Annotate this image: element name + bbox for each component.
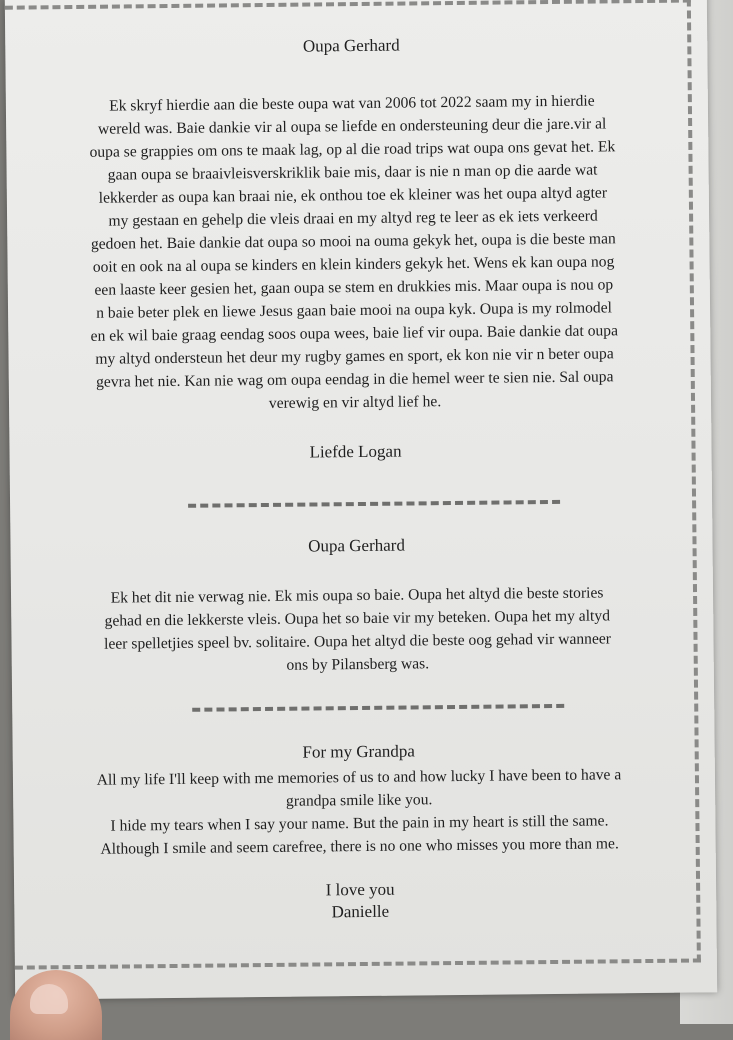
section1-title: Oupa Gerhard xyxy=(302,35,400,56)
section2-body: Ek het dit nie verwag nie. Ek mis oupa so baie. Oupa het altyd die beste stories gehad en die lekkerste vleis. Oupa het so baie vir my beteken. Oupa het my altyd leer spelletjies speel bv. solitaire. Oupa het altyd die beste oog gehad vir wanneer ons by Pilansberg was. xyxy=(103,584,612,674)
section1-signoff: Liefde Logan xyxy=(309,441,402,462)
section3-body: All my life I'll keep with me memories of us to and how lucky I have been to have a grandpa smile like you. I hide my tears when I say your name. But the pain in my heart is still the same. Although I smile and seem carefree, there is no one who misses you more than me. xyxy=(96,766,622,858)
thumb-nail xyxy=(30,984,68,1014)
section1-body: Ek skryf hierdie aan die beste oupa wat van 2006 tot 2022 saam my in hierdie wereld was. Baie dankie vir al oupa se liefde en ondersteuning deur die jare.vir al oupa se grappies om ons te maak lag, op al die road trips wat oupa ons gevat het. Ek gaan oupa se braaivleisverskriklik baie mis, daar is nie n man op die aarde wat lekkerder as oupa kan braai nie, ek onthou toe ek kleiner was het oupa altyd agter my gestaan en gehelp die vleis draai en my altyd reg te leer as ek iets verkeerd gedoen het. Baie dankie dat oupa so mooi na ouma gekyk het, oupa is die beste man ooit en ook na al oupa se kinders en klein kinders gekyk het. Wens ek kan oupa nog een laaste keer gesien het, gaan oupa se stem en drukkies mis. Maar oupa is nou op n baie beter plek en liewe Jesus gaan baie mooi na oupa kyk. Oupa is my rolmodel en ek wil baie graag eendag soos oupa wees, baie lief vir oupa. Baie dankie dat oupa my altyd ondersteun het deur my rugby games en sport, ek kon nie vir n beter oupa gevra het nie. Kan nie wag om oupa eendag in die hemel weer te sien nie. Sal oupa verewig en vir altyd lief he. xyxy=(89,92,619,412)
memorial-page xyxy=(5,0,717,1000)
section3-name: Danielle xyxy=(331,901,390,922)
section3-closing: I love you xyxy=(325,879,395,900)
section2-title: Oupa Gerhard xyxy=(308,535,405,556)
section3-title: For my Grandpa xyxy=(302,741,415,762)
